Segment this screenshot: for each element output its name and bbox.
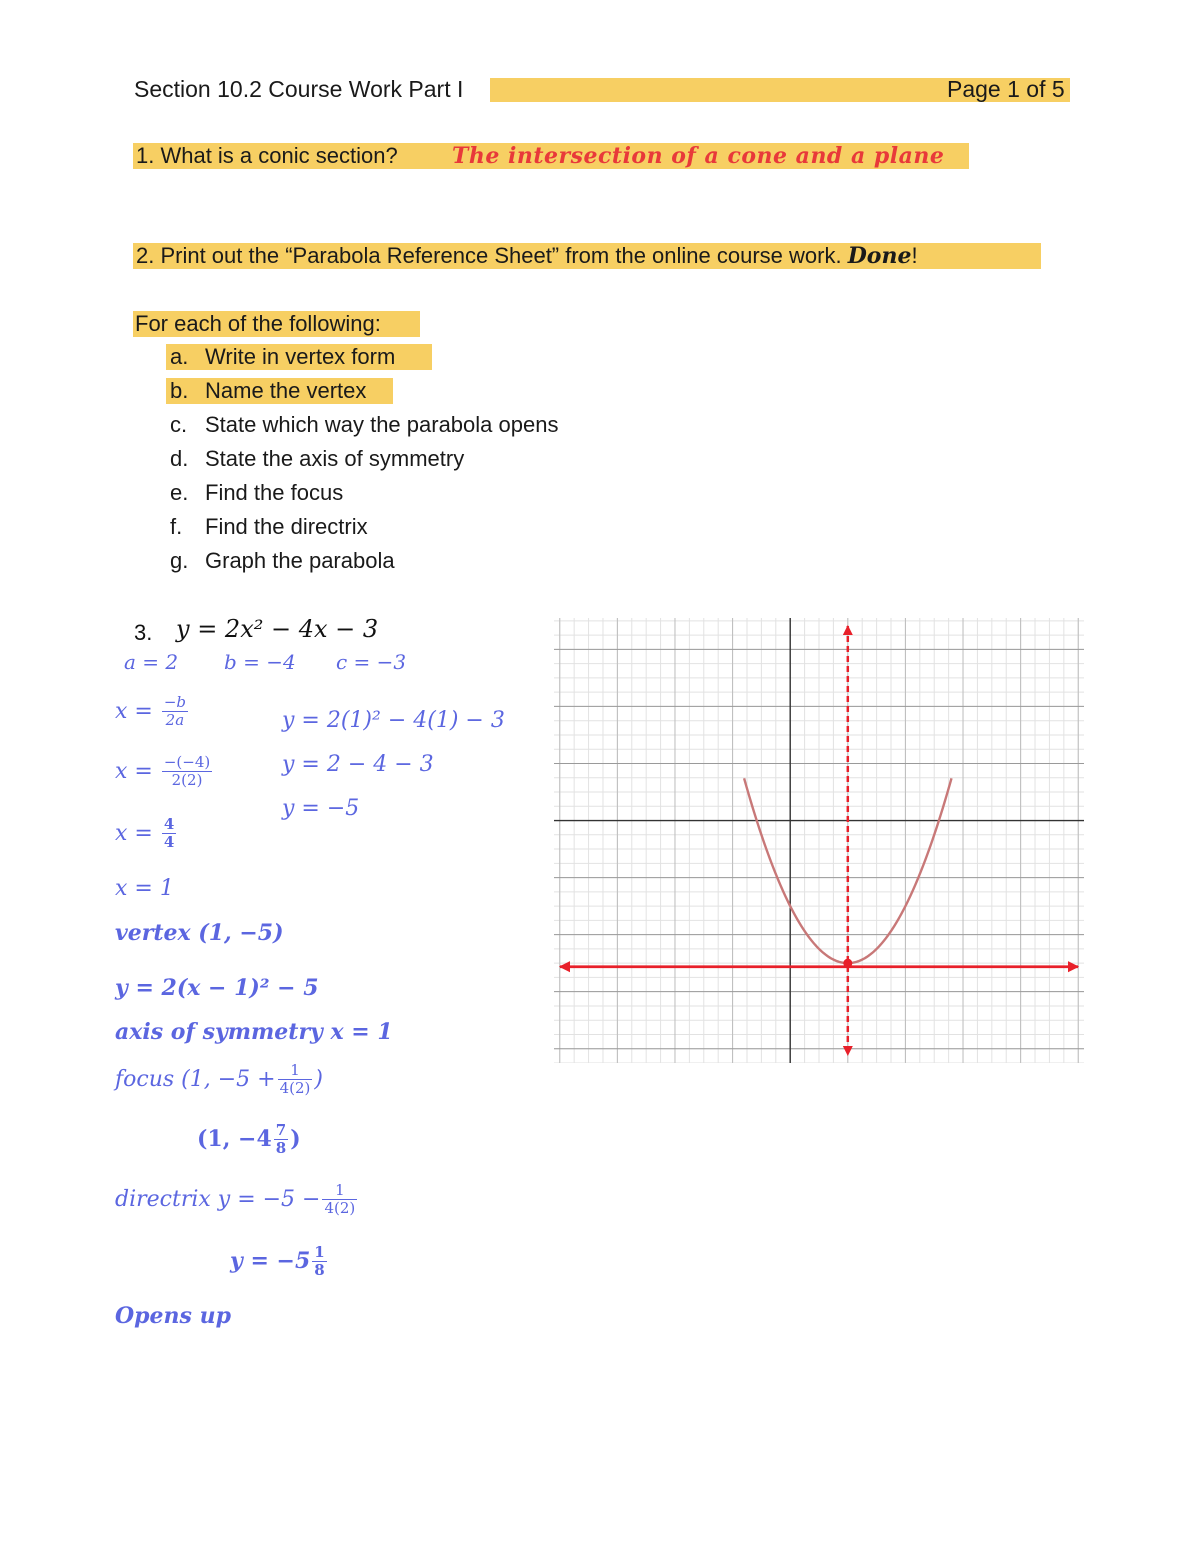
- page-indicator: Page 1 of 5: [947, 76, 1065, 102]
- instruction-letter: c.: [170, 412, 188, 437]
- instruction-letter: g.: [170, 548, 189, 573]
- focus-post: ): [314, 1066, 323, 1092]
- y-step-3: y = −5: [282, 796, 360, 821]
- directrix-simpl-fraction: [312, 1244, 326, 1280]
- focus-simpl-post: ): [290, 1125, 301, 1152]
- x-result: x = 1: [115, 876, 174, 901]
- parabola-graph: [554, 618, 1084, 1063]
- x-eq-label: x =: [115, 758, 153, 784]
- q2-exclaim: !: [911, 243, 918, 268]
- frac-num: 1: [314, 1243, 325, 1261]
- instruction-letter: e.: [170, 480, 189, 505]
- x-step-2: [115, 754, 214, 790]
- directrix-simplified: [230, 1244, 329, 1280]
- x-step-3: [115, 816, 178, 852]
- frac-den: 4(2): [279, 1079, 311, 1098]
- instruction-letter: a.: [170, 344, 189, 369]
- frac-num: 7: [275, 1121, 287, 1139]
- q1-answer: The intersection of a cone and a plane: [452, 143, 945, 169]
- problem-equation: y = 2x² − 4x − 3: [176, 615, 379, 643]
- frac-num: 4: [163, 815, 175, 833]
- frac-num: −b: [163, 693, 187, 711]
- q2-answer: Done: [847, 243, 912, 269]
- vertex-point: [843, 959, 852, 968]
- focus-simpl-pre: (1, −4: [197, 1125, 272, 1152]
- focus-pre: focus (1, −5 +: [115, 1066, 276, 1092]
- x-eq-label: x =: [115, 820, 153, 846]
- frac-num: −(−4): [163, 753, 211, 771]
- instruction-text: Find the focus: [205, 480, 344, 505]
- frac-num: 1: [278, 1062, 313, 1080]
- instruction-letter: f.: [170, 514, 183, 539]
- fraction-step-3: [162, 816, 176, 852]
- instruction-text: Find the directrix: [205, 514, 368, 539]
- frac-den: 4(2): [324, 1199, 356, 1218]
- frac-den: 8: [275, 1139, 287, 1158]
- frac-den: 2(2): [171, 771, 203, 790]
- coef-b: b = −4: [224, 650, 296, 674]
- frac-den: 8: [314, 1261, 325, 1280]
- q2-question-text: 2. Print out the “Parabola Reference Sheet” from the online course work.: [136, 243, 842, 268]
- frac-num: 1: [322, 1182, 357, 1200]
- focus-simpl-fraction: [274, 1122, 288, 1158]
- q1-question: 1. What is a conic section?: [136, 143, 398, 168]
- vertex-result: vertex (1, −5): [115, 920, 284, 946]
- instruction-text: Write in vertex form: [205, 344, 396, 369]
- y-step-1: y = 2(1)² − 4(1) − 3: [282, 708, 505, 733]
- directrix-expression: [115, 1182, 359, 1218]
- instruction-text: State the axis of symmetry: [205, 446, 465, 471]
- opens-direction: Opens up: [115, 1303, 231, 1329]
- coef-c: c = −3: [336, 650, 407, 674]
- frac-den: 4: [163, 833, 175, 852]
- fraction-neg-b-over-2a: [162, 694, 188, 730]
- directrix-simpl-pre: y = −5: [230, 1247, 311, 1274]
- axis-of-symmetry: axis of symmetry x = 1: [115, 1019, 393, 1045]
- fraction-step-2: [162, 754, 212, 790]
- instruction-text: State which way the parabola opens: [205, 412, 559, 437]
- x-eq-label: x =: [115, 698, 153, 724]
- y-step-2: y = 2 − 4 − 3: [282, 752, 434, 777]
- instruction-letter: d.: [170, 446, 189, 471]
- problem-number: 3.: [134, 620, 153, 645]
- instructions-lead: For each of the following:: [135, 311, 381, 336]
- instruction-text: Name the vertex: [205, 378, 367, 403]
- q2-question: [136, 243, 918, 269]
- x-step-1: [115, 694, 190, 730]
- focus-simplified: [197, 1122, 301, 1158]
- document-title: Section 10.2 Course Work Part I: [134, 76, 464, 102]
- directrix-fraction: [322, 1182, 357, 1218]
- focus-fraction: [278, 1062, 313, 1098]
- coef-a: a = 2: [124, 650, 179, 674]
- frac-den: 2a: [165, 711, 185, 730]
- focus-expression: [115, 1062, 323, 1098]
- directrix-pre: directrix y = −5 −: [115, 1186, 321, 1212]
- instruction-letter: b.: [170, 378, 189, 403]
- instruction-text: Graph the parabola: [205, 548, 395, 573]
- vertex-form: y = 2(x − 1)² − 5: [115, 975, 319, 1001]
